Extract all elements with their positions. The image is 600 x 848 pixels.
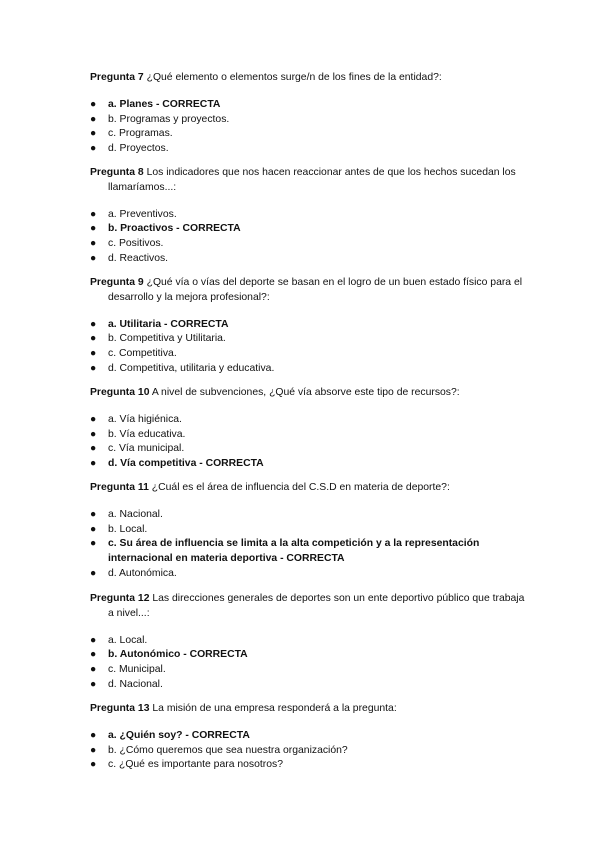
question-number: Pregunta 10: [90, 387, 150, 398]
bullet-icon: ●: [90, 729, 97, 741]
answer-text: d. Vía competitiva - CORRECTA: [108, 458, 264, 470]
question-number: Pregunta 9: [90, 277, 144, 288]
question-text: ¿Qué elemento o elementos surge/n de los fines de la entidad?:: [146, 72, 442, 83]
answer-text: b. Programas y proyectos.: [108, 113, 230, 125]
answer-list: [90, 98, 530, 157]
answer-option: [90, 142, 530, 157]
bullet-icon: ●: [90, 523, 97, 535]
answer-text: a. Preventivos.: [108, 208, 177, 220]
bullet-icon: ●: [90, 362, 97, 374]
answer-option: [90, 508, 530, 523]
answer-text: d. Reactivos.: [108, 252, 169, 264]
answer-text: d. Autonómica.: [108, 567, 177, 579]
question-text: La misión de una empresa responderá a la pregunta:: [152, 703, 397, 714]
answer-option-correct: [90, 222, 530, 237]
question-number: Pregunta 13: [90, 703, 150, 714]
answer-option: [90, 362, 530, 377]
answer-text: a. ¿Quién soy? - CORRECTA: [108, 729, 250, 741]
bullet-icon: ●: [90, 238, 97, 250]
answer-text: b. Local.: [108, 523, 148, 535]
answer-text: c. ¿Qué es importante para nosotros?: [108, 759, 283, 771]
answer-option: [90, 567, 530, 582]
answer-option: [90, 678, 530, 693]
question-text-row: [90, 481, 530, 496]
question-text: Los indicadores que nos hacen reaccionar antes de que los hechos sucedan los llamaríamos...:: [108, 167, 516, 193]
question-text-row: [90, 702, 530, 717]
answer-text: d. Competitiva, utilitaria y educativa.: [108, 362, 275, 374]
answer-text: c. Municipal.: [108, 664, 166, 676]
bullet-icon: ●: [90, 318, 97, 330]
question-number: Pregunta 12: [90, 593, 150, 604]
answer-option-correct: [90, 537, 530, 567]
answer-text: a. Planes - CORRECTA: [108, 98, 221, 110]
question-text-row: [90, 386, 530, 401]
answer-text: a. Nacional.: [108, 508, 163, 520]
question-text-row: [90, 592, 530, 622]
answer-option: [90, 634, 530, 649]
answer-list: [90, 208, 530, 267]
question-13: [90, 702, 530, 773]
bullet-icon: ●: [90, 113, 97, 125]
answer-option: [90, 663, 530, 678]
answer-list: [90, 729, 530, 773]
bullet-icon: ●: [90, 678, 97, 690]
question-text-row: [90, 166, 530, 196]
answer-option-correct: [90, 648, 530, 663]
question-10: [90, 386, 530, 472]
answer-option-correct: [90, 318, 530, 333]
answer-text: d. Proyectos.: [108, 143, 169, 155]
answer-option: [90, 113, 530, 128]
answer-text: c. Programas.: [108, 128, 173, 140]
answer-option: [90, 347, 530, 362]
question-number: Pregunta 7: [90, 72, 144, 83]
answer-text: b. Autonómico - CORRECTA: [108, 649, 248, 661]
answer-option-correct: [90, 98, 530, 113]
bullet-icon: ●: [90, 567, 97, 579]
answer-option: [90, 208, 530, 223]
answer-option: [90, 428, 530, 443]
answer-text: a. Vía higiénica.: [108, 413, 182, 425]
bullet-icon: ●: [90, 143, 97, 155]
answer-option: [90, 758, 530, 773]
question-11: [90, 481, 530, 582]
bullet-icon: ●: [90, 98, 97, 110]
answer-list: [90, 413, 530, 472]
answer-text: b. ¿Cómo queremos que sea nuestra organización?: [108, 744, 348, 756]
answer-list: [90, 508, 530, 582]
bullet-icon: ●: [90, 634, 97, 646]
answer-text: a. Local.: [108, 634, 148, 646]
bullet-icon: ●: [90, 649, 97, 661]
bullet-icon: ●: [90, 252, 97, 264]
question-text: ¿Cuál es el área de influencia del C.S.D en materia de deporte?:: [151, 482, 450, 493]
bullet-icon: ●: [90, 333, 97, 345]
question-9: [90, 276, 530, 377]
bullet-icon: ●: [90, 508, 97, 520]
bullet-icon: ●: [90, 348, 97, 360]
answer-option: [90, 413, 530, 428]
answer-option: [90, 442, 530, 457]
question-number: Pregunta 8: [90, 167, 144, 178]
answer-list: [90, 634, 530, 693]
answer-text: d. Nacional.: [108, 678, 163, 690]
answer-text: c. Su área de influencia se limita a la alta competición y a la representación internacional en materia deportiva - CORRECTA: [108, 538, 480, 565]
bullet-icon: ●: [90, 223, 97, 235]
bullet-icon: ●: [90, 413, 97, 425]
answer-option: [90, 237, 530, 252]
answer-option: [90, 332, 530, 347]
answer-option-correct: [90, 457, 530, 472]
answer-option: [90, 744, 530, 759]
answer-text: b. Competitiva y Utilitaria.: [108, 333, 226, 345]
question-number: Pregunta 11: [90, 482, 149, 493]
bullet-icon: ●: [90, 744, 97, 756]
answer-text: b. Vía educativa.: [108, 428, 186, 440]
bullet-icon: ●: [90, 759, 97, 771]
question-7: [90, 71, 530, 157]
question-text: ¿Qué vía o vías del deporte se basan en el logro de un buen estado físico para el desarrollo y la mejora profesional?:: [108, 277, 523, 303]
question-text: Las direcciones generales de deportes son un ente deportivo público que trabaja a nivel...:: [108, 593, 525, 619]
answer-text: c. Positivos.: [108, 238, 164, 250]
answer-text: c. Vía municipal.: [108, 443, 185, 455]
question-8: [90, 166, 530, 267]
answer-option-correct: [90, 729, 530, 744]
question-text-row: [90, 71, 530, 86]
answer-option: [90, 523, 530, 538]
bullet-icon: ●: [90, 443, 97, 455]
bullet-icon: ●: [90, 128, 97, 140]
bullet-icon: ●: [90, 458, 97, 470]
answer-text: c. Competitiva.: [108, 348, 177, 360]
bullet-icon: ●: [90, 208, 97, 220]
answer-text: a. Utilitaria - CORRECTA: [108, 318, 229, 330]
answer-option: [90, 252, 530, 267]
question-text: A nivel de subvenciones, ¿Qué vía absorve este tipo de recursos?:: [151, 387, 460, 398]
answer-list: [90, 318, 530, 377]
bullet-icon: ●: [90, 664, 97, 676]
question-text-row: [90, 276, 530, 306]
answer-option: [90, 127, 530, 142]
answer-text: b. Proactivos - CORRECTA: [108, 223, 241, 235]
question-12: [90, 592, 530, 693]
bullet-icon: ●: [90, 538, 97, 550]
bullet-icon: ●: [90, 428, 97, 440]
